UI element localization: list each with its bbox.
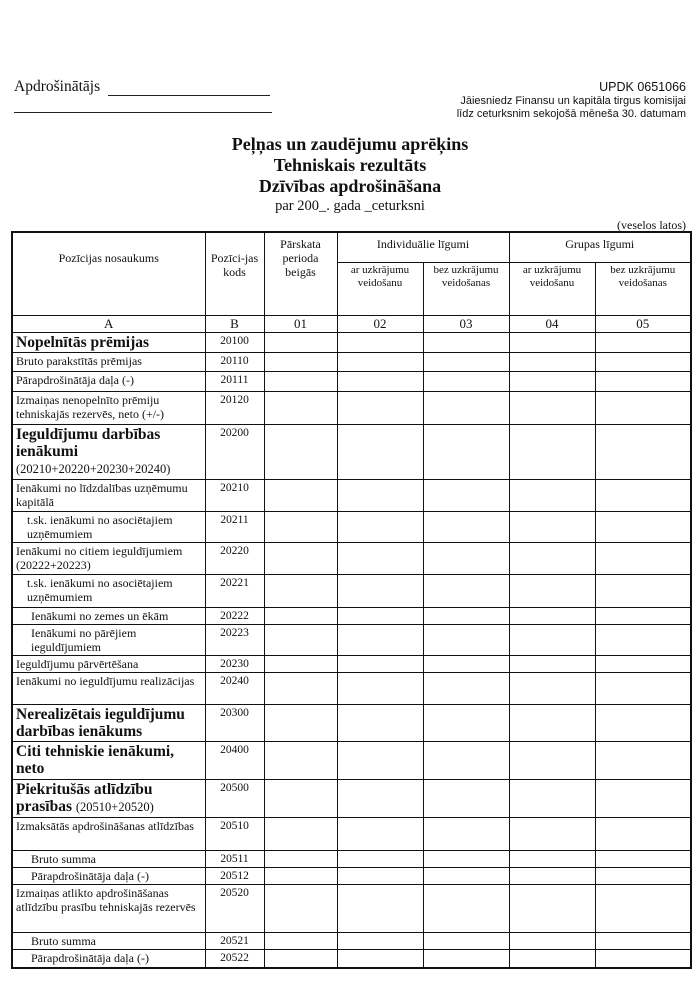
value-cell[interactable] — [595, 884, 691, 932]
row-code: 20512 — [205, 867, 264, 884]
table-row — [12, 655, 691, 672]
table-row — [12, 391, 691, 424]
value-cell[interactable] — [264, 850, 337, 867]
row-label: Nerealizētais ieguldījumu darbības ienākums — [16, 705, 185, 740]
value-cell[interactable] — [595, 479, 691, 511]
row-name — [12, 704, 205, 741]
value-cell[interactable] — [337, 624, 423, 655]
value-cell[interactable] — [595, 542, 691, 574]
value-cell[interactable] — [423, 779, 509, 817]
report-titles — [0, 134, 700, 215]
value-cell[interactable] — [264, 574, 337, 607]
value-cell[interactable] — [509, 371, 595, 391]
value-cell[interactable] — [423, 672, 509, 704]
table-row — [12, 817, 691, 850]
table-row — [12, 352, 691, 371]
row-label: Bruto summa — [31, 933, 96, 948]
table-row — [12, 884, 691, 932]
row-label: Ieguldījumu pārvērtēšana — [16, 656, 139, 671]
insurer-input-line-2[interactable] — [14, 112, 272, 113]
value-cell[interactable] — [337, 352, 423, 371]
header-group-with: ar uzkrājumu veidošanu — [509, 262, 595, 315]
row-name — [12, 884, 205, 932]
row-label: Nopelnītās prēmijas — [16, 333, 150, 351]
value-cell[interactable] — [264, 391, 337, 424]
value-cell[interactable] — [264, 542, 337, 574]
row-name — [12, 932, 205, 949]
table-row — [12, 424, 691, 479]
value-cell[interactable] — [423, 607, 509, 624]
value-cell[interactable] — [595, 371, 691, 391]
row-code: 20520 — [205, 884, 264, 932]
insurer-label: Apdrošinātājs — [14, 78, 101, 95]
column-letter: 05 — [595, 315, 691, 332]
value-cell[interactable] — [337, 424, 423, 479]
row-label: Piekritušās atlīdzību prasības — [16, 780, 153, 815]
value-cell[interactable] — [423, 884, 509, 932]
value-cell[interactable] — [337, 655, 423, 672]
value-cell[interactable] — [264, 867, 337, 884]
table-row — [12, 672, 691, 704]
value-cell[interactable] — [509, 424, 595, 479]
row-code: 20223 — [205, 624, 264, 655]
value-cell[interactable] — [423, 817, 509, 850]
row-label: Pārapdrošinātāja daļa (-) — [16, 372, 134, 387]
table-row — [12, 371, 691, 391]
row-code: 20511 — [205, 850, 264, 867]
header-individual-without: bez uzkrājumu veidošanas — [423, 262, 509, 315]
row-name — [12, 655, 205, 672]
row-label: Izmaiņas nenopelnīto prēmiju tehniskajās rezervēs, neto (+/-) — [16, 392, 165, 421]
table-row — [12, 574, 691, 607]
value-cell[interactable] — [509, 949, 595, 968]
header-group: Grupas līgumi — [509, 232, 691, 262]
value-cell[interactable] — [423, 741, 509, 779]
row-code: 20220 — [205, 542, 264, 574]
value-cell[interactable] — [595, 607, 691, 624]
value-cell[interactable] — [595, 655, 691, 672]
value-cell[interactable] — [509, 850, 595, 867]
value-cell[interactable] — [595, 779, 691, 817]
value-cell[interactable] — [509, 884, 595, 932]
value-cell[interactable] — [337, 949, 423, 968]
row-name — [12, 741, 205, 779]
value-cell[interactable] — [509, 332, 595, 352]
row-code: 20200 — [205, 424, 264, 479]
value-cell[interactable] — [423, 850, 509, 867]
value-cell[interactable] — [337, 779, 423, 817]
row-code: 20521 — [205, 932, 264, 949]
row-name — [12, 672, 205, 704]
value-cell[interactable] — [423, 867, 509, 884]
value-cell[interactable] — [423, 352, 509, 371]
header-individual-with: ar uzkrājumu veidošanu — [337, 262, 423, 315]
value-cell[interactable] — [337, 332, 423, 352]
row-name — [12, 624, 205, 655]
row-label: Bruto parakstītās prēmijas — [16, 353, 142, 368]
row-code: 20500 — [205, 779, 264, 817]
value-cell[interactable] — [337, 371, 423, 391]
value-cell[interactable] — [264, 371, 337, 391]
row-label: Ienākumi no ieguldījumu realizācijas — [16, 673, 195, 688]
row-label: Citi tehniskie ienākumi, neto — [16, 742, 175, 777]
column-letter: A — [12, 315, 205, 332]
column-letter: 02 — [337, 315, 423, 332]
row-label: Ienākumi no pārējiem ieguldījumiem — [31, 625, 137, 654]
row-code: 20120 — [205, 391, 264, 424]
row-name — [12, 352, 205, 371]
value-cell[interactable] — [423, 949, 509, 968]
value-cell[interactable] — [595, 932, 691, 949]
value-cell[interactable] — [423, 655, 509, 672]
row-label: t.sk. ienākumi no asociētajiem uzņēmumiem — [27, 512, 173, 541]
table-row — [12, 779, 691, 817]
value-cell[interactable] — [423, 542, 509, 574]
value-cell[interactable] — [509, 817, 595, 850]
value-cell[interactable] — [264, 352, 337, 371]
header-name: Pozīcijas nosaukums — [12, 232, 205, 315]
insurer-field — [14, 78, 270, 96]
value-cell[interactable] — [509, 391, 595, 424]
units-note: (veselos latos) — [617, 218, 686, 232]
row-name — [12, 850, 205, 867]
value-cell[interactable] — [595, 511, 691, 542]
value-cell[interactable] — [264, 424, 337, 479]
row-name — [12, 574, 205, 607]
value-cell[interactable] — [264, 607, 337, 624]
row-label: Ienākumi no zemes un ēkām — [31, 608, 169, 623]
column-letters-row — [12, 315, 691, 332]
value-cell[interactable] — [595, 424, 691, 479]
value-cell[interactable] — [337, 850, 423, 867]
table-row — [12, 332, 691, 352]
row-label: Pārapdrošinātāja daļa (-) — [31, 868, 149, 883]
value-cell[interactable] — [337, 817, 423, 850]
value-cell[interactable] — [509, 607, 595, 624]
row-code: 20211 — [205, 511, 264, 542]
value-cell[interactable] — [509, 542, 595, 574]
report-subtitle: Tehniskais rezultāts — [273, 155, 427, 175]
row-name — [12, 949, 205, 968]
value-cell[interactable] — [337, 574, 423, 607]
row-label: Ienākumi no līdzdalības uzņēmumu kapitālā — [16, 480, 188, 509]
value-cell[interactable] — [423, 704, 509, 741]
row-code: 20222 — [205, 607, 264, 624]
value-cell[interactable] — [595, 332, 691, 352]
value-cell[interactable] — [337, 542, 423, 574]
value-cell[interactable] — [423, 391, 509, 424]
value-cell[interactable] — [595, 850, 691, 867]
row-name — [12, 817, 205, 850]
row-name — [12, 424, 205, 479]
value-cell[interactable] — [509, 932, 595, 949]
row-label: Bruto summa — [31, 851, 96, 866]
row-code: 20300 — [205, 704, 264, 741]
value-cell[interactable] — [264, 479, 337, 511]
row-code: 20100 — [205, 332, 264, 352]
value-cell[interactable] — [337, 741, 423, 779]
value-cell[interactable] — [264, 332, 337, 352]
header-individual: Individuālie līgumi — [337, 232, 509, 262]
value-cell[interactable] — [595, 672, 691, 704]
value-cell[interactable] — [509, 511, 595, 542]
form-code: UPDK 0651066 — [599, 80, 686, 94]
row-label: Pārapdrošinātāja daļa (-) — [31, 950, 149, 965]
value-cell[interactable] — [423, 332, 509, 352]
row-name — [12, 607, 205, 624]
value-cell[interactable] — [264, 624, 337, 655]
row-formula: (20210+20220+20230+20240) — [16, 461, 171, 476]
row-code: 20111 — [205, 371, 264, 391]
table-row — [12, 850, 691, 867]
row-formula: (20510+20520) — [75, 799, 154, 814]
value-cell[interactable] — [264, 932, 337, 949]
value-cell[interactable] — [337, 704, 423, 741]
value-cell[interactable] — [595, 817, 691, 850]
value-cell[interactable] — [595, 704, 691, 741]
value-cell[interactable] — [595, 352, 691, 371]
value-cell[interactable] — [509, 574, 595, 607]
row-label: Ienākumi no citiem ieguldījumiem (20222+20223) — [16, 543, 183, 572]
row-label: Izmaiņas atlikto apdrošināšanas atlīdzību prasību tehniskajās rezervēs — [16, 885, 196, 914]
table-row — [12, 607, 691, 624]
report-table — [11, 231, 692, 969]
value-cell[interactable] — [264, 817, 337, 850]
value-cell[interactable] — [423, 932, 509, 949]
table-row — [12, 949, 691, 968]
row-name — [12, 511, 205, 542]
submission-note-line-1: Jāiesniedz Finansu un kapitāla tirgus komisijai — [460, 95, 686, 107]
value-cell[interactable] — [423, 371, 509, 391]
value-cell[interactable] — [509, 741, 595, 779]
value-cell[interactable] — [423, 511, 509, 542]
value-cell[interactable] — [264, 511, 337, 542]
value-cell[interactable] — [509, 672, 595, 704]
row-code: 20110 — [205, 352, 264, 371]
value-cell[interactable] — [337, 672, 423, 704]
value-cell[interactable] — [595, 624, 691, 655]
value-cell[interactable] — [595, 574, 691, 607]
value-cell[interactable] — [509, 779, 595, 817]
value-cell[interactable] — [509, 352, 595, 371]
value-cell[interactable] — [337, 867, 423, 884]
value-cell[interactable] — [337, 932, 423, 949]
column-letter: 03 — [423, 315, 509, 332]
row-code: 20210 — [205, 479, 264, 511]
value-cell[interactable] — [337, 479, 423, 511]
row-name — [12, 391, 205, 424]
value-cell[interactable] — [509, 704, 595, 741]
row-label: Ieguldījumu darbības ienākumi — [16, 425, 161, 460]
value-cell[interactable] — [264, 949, 337, 968]
row-label: Izmaksātās apdrošināšanas atlīdzības — [16, 818, 194, 833]
row-name — [12, 542, 205, 574]
report-section: Dzīvības apdrošināšana — [258, 176, 442, 196]
value-cell[interactable] — [337, 884, 423, 932]
row-name — [12, 332, 205, 352]
table-row — [12, 479, 691, 511]
header-code: Pozīci-jas kods — [205, 232, 264, 315]
table-row — [12, 704, 691, 741]
table-row — [12, 867, 691, 884]
report-period: par 200_. gada _ceturksni — [275, 198, 425, 214]
row-name — [12, 371, 205, 391]
row-code: 20230 — [205, 655, 264, 672]
value-cell[interactable] — [423, 479, 509, 511]
report-title: Peļņas un zaudējumu aprēķins — [231, 134, 469, 154]
row-code: 20510 — [205, 817, 264, 850]
row-label: t.sk. ienākumi no asociētajiem uzņēmumiem — [27, 575, 173, 604]
value-cell[interactable] — [509, 479, 595, 511]
table-row — [12, 511, 691, 542]
value-cell[interactable] — [337, 391, 423, 424]
value-cell[interactable] — [423, 424, 509, 479]
value-cell[interactable] — [595, 391, 691, 424]
table-row — [12, 542, 691, 574]
insurer-input-line[interactable] — [108, 81, 270, 96]
value-cell[interactable] — [509, 655, 595, 672]
value-cell[interactable] — [264, 704, 337, 741]
column-letter: 04 — [509, 315, 595, 332]
value-cell[interactable] — [264, 655, 337, 672]
value-cell[interactable] — [264, 779, 337, 817]
value-cell[interactable] — [595, 949, 691, 968]
value-cell[interactable] — [595, 867, 691, 884]
value-cell[interactable] — [264, 741, 337, 779]
submission-note-line-2: līdz ceturksnim sekojošā mēneša 30. datumam — [456, 108, 686, 120]
value-cell[interactable] — [423, 624, 509, 655]
header-reporting-period: Pārskata perioda beigās — [264, 232, 337, 315]
row-name — [12, 779, 205, 817]
value-cell[interactable] — [595, 741, 691, 779]
row-name — [12, 867, 205, 884]
row-code: 20400 — [205, 741, 264, 779]
row-code: 20522 — [205, 949, 264, 968]
table-row — [12, 741, 691, 779]
value-cell[interactable] — [264, 672, 337, 704]
column-letter: 01 — [264, 315, 337, 332]
value-cell[interactable] — [509, 624, 595, 655]
value-cell[interactable] — [337, 607, 423, 624]
row-code: 20240 — [205, 672, 264, 704]
value-cell[interactable] — [337, 511, 423, 542]
submission-note — [457, 95, 686, 121]
value-cell[interactable] — [509, 867, 595, 884]
row-code: 20221 — [205, 574, 264, 607]
column-letter: B — [205, 315, 264, 332]
header-group-without: bez uzkrājumu veidošanas — [595, 262, 691, 315]
table-row — [12, 624, 691, 655]
row-name — [12, 479, 205, 511]
value-cell[interactable] — [423, 574, 509, 607]
value-cell[interactable] — [264, 884, 337, 932]
table-row — [12, 932, 691, 949]
